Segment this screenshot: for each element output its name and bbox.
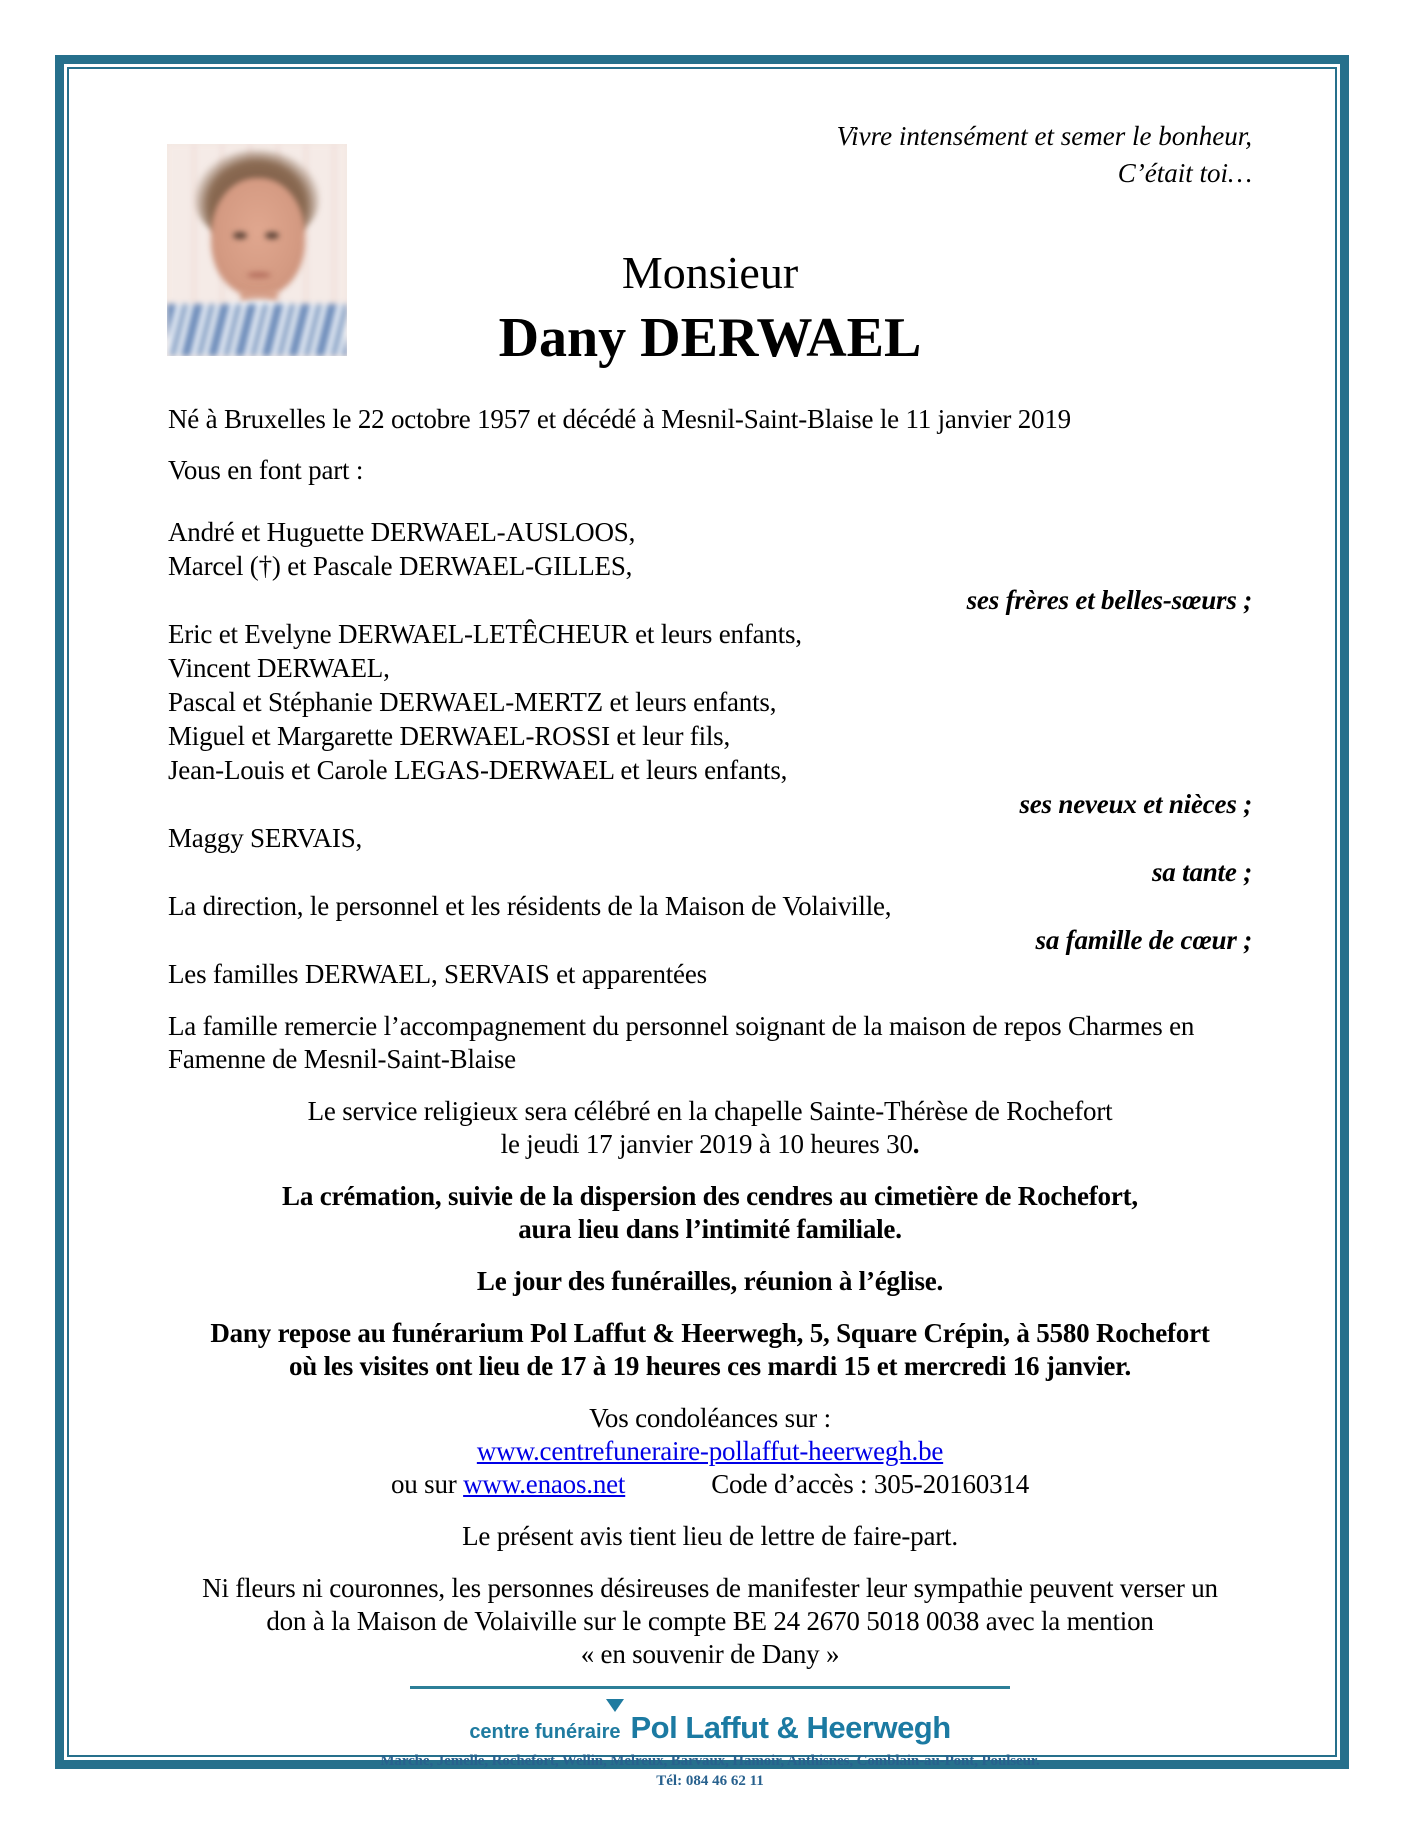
family-line: Vincent DERWAEL, <box>168 653 390 683</box>
brand-prefix: centre funéraire <box>469 1721 621 1743</box>
family-line: Jean-Louis et Carole LEGAS-DERWAEL et leurs enfants, <box>168 755 788 785</box>
access-code: Code d’accès : 305-20160314 <box>711 1469 1029 1499</box>
quote-line-2: C’était toi… <box>1117 158 1252 188</box>
condolences-intro: Vos condoléances sur : <box>589 1403 831 1433</box>
donation-paragraph <box>168 1572 1252 1671</box>
family-line: Miguel et Margarette DERWAEL-ROSSI et leur fils, <box>168 721 731 751</box>
service-period: . <box>912 1129 920 1159</box>
family-line: La direction, le personnel et les résidents de la Maison de Volaiville, <box>168 891 892 921</box>
cremation-line-1: La crémation, suivie de la dispersion des cendres au cimetière de Rochefort, <box>282 1181 1138 1211</box>
photo-eye <box>233 232 247 239</box>
family-list <box>168 515 1252 991</box>
thanks-line-2: Famenne de Mesnil-Saint-Blaise <box>168 1044 516 1074</box>
civility-title: Monsieur <box>621 247 799 298</box>
alt-link-and-code-line <box>168 1468 1252 1501</box>
reunion-paragraph <box>168 1265 1252 1298</box>
service-line-2 <box>168 1128 1252 1161</box>
donation-line-3: « en souvenir de Dany » <box>580 1639 840 1669</box>
family-line: Pascal et Stéphanie DERWAEL-MERTZ et leurs enfants, <box>168 687 777 717</box>
family-line: Marcel (†) et Pascale DERWAEL-GILLES, <box>168 551 633 581</box>
cremation-paragraph <box>168 1180 1252 1246</box>
funeral-home-website-link[interactable]: www.centrefuneraire-pollaffut-heerwegh.be <box>476 1436 944 1466</box>
family-line: Les familles DERWAEL, SERVAIS et apparentées <box>168 959 707 989</box>
thanks-line-1: La famille remercie l’accompagnement du personnel soignant de la maison de repos Charmes en <box>168 1011 1195 1041</box>
family-line: Maggy SERVAIS, <box>168 823 363 853</box>
thanks-paragraph <box>168 1010 1252 1076</box>
repose-paragraph <box>168 1317 1252 1383</box>
funeral-home-footer <box>168 1686 1252 1790</box>
or-prefix: ou sur <box>390 1469 457 1499</box>
relation-label-nephews: ses neveux et nièces ; <box>1019 789 1252 819</box>
deceased-name: Dany DERWAEL <box>498 307 922 369</box>
family-line: André et Huguette DERWAEL-AUSLOOS, <box>168 517 636 547</box>
brand-name: Pol Laffut & Heerwegh <box>630 1710 951 1745</box>
brand-locations: Marche, Jemelle, Rochefort, Wellin, Melreux, Barvaux, Hamoir, Anthisnes, Comblain-au-Pont, Poulseur. <box>380 1753 1040 1769</box>
relation-label-aunt: sa tante ; <box>1151 857 1252 887</box>
announce-line: Vous en font part : <box>168 455 364 485</box>
relation-label-siblings: ses frères et belles-sœurs ; <box>966 585 1252 615</box>
relation-label-heart-family: sa famille de cœur ; <box>1035 925 1252 955</box>
condolences-link-line <box>168 1435 1252 1468</box>
brand-row <box>168 1710 1252 1749</box>
footer-divider <box>410 1686 1010 1689</box>
quote-line-1: Vivre intensément et semer le bonheur, <box>836 121 1252 151</box>
alt-link-wrap <box>391 1468 625 1501</box>
birth-death-line: Né à Bruxelles le 22 octobre 1957 et décédé à Mesnil-Saint-Blaise le 11 janvier 2019 <box>168 404 1071 434</box>
memorial-quote <box>837 118 1252 192</box>
reunion-line: Le jour des funérailles, réunion à l’église. <box>476 1266 944 1296</box>
logo-triangle-icon <box>606 1699 624 1712</box>
donation-line-1: Ni fleurs ni couronnes, les personnes désireuses de manifester leur sympathie peuvent verser un <box>202 1573 1218 1603</box>
brand-phone: Tél: 084 46 62 11 <box>656 1773 764 1789</box>
condolences-block <box>168 1402 1252 1501</box>
repose-line-2: où les visites ont lieu de 17 à 19 heures ces mardi 15 et mercredi 16 janvier. <box>288 1351 1132 1381</box>
notice-paragraph <box>168 1520 1252 1553</box>
cremation-line-2: aura lieu dans l’intimité familiale. <box>518 1214 902 1244</box>
photo-eye <box>265 232 279 239</box>
service-line-1: Le service religieux sera célébré en la chapelle Sainte-Thérèse de Rochefort <box>307 1096 1113 1126</box>
donation-line-2: don à la Maison de Volaiville sur le compte BE 24 2670 5018 0038 avec la mention <box>266 1606 1154 1636</box>
family-line: Eric et Evelyne DERWAEL-LETÊCHEUR et leurs enfants, <box>168 619 802 649</box>
header <box>168 0 1252 402</box>
service-date: le jeudi 17 janvier 2019 à 10 heures 30 <box>500 1129 913 1159</box>
repose-line-1: Dany repose au funérarium Pol Laffut & Heerwegh, 5, Square Crépin, à 5580 Rochefort <box>210 1318 1210 1348</box>
notice-line: Le présent avis tient lieu de lettre de faire-part. <box>462 1521 958 1551</box>
enaos-link[interactable]: www.enaos.net <box>463 1469 626 1499</box>
content-column <box>168 0 1252 1790</box>
service-paragraph <box>168 1095 1252 1161</box>
